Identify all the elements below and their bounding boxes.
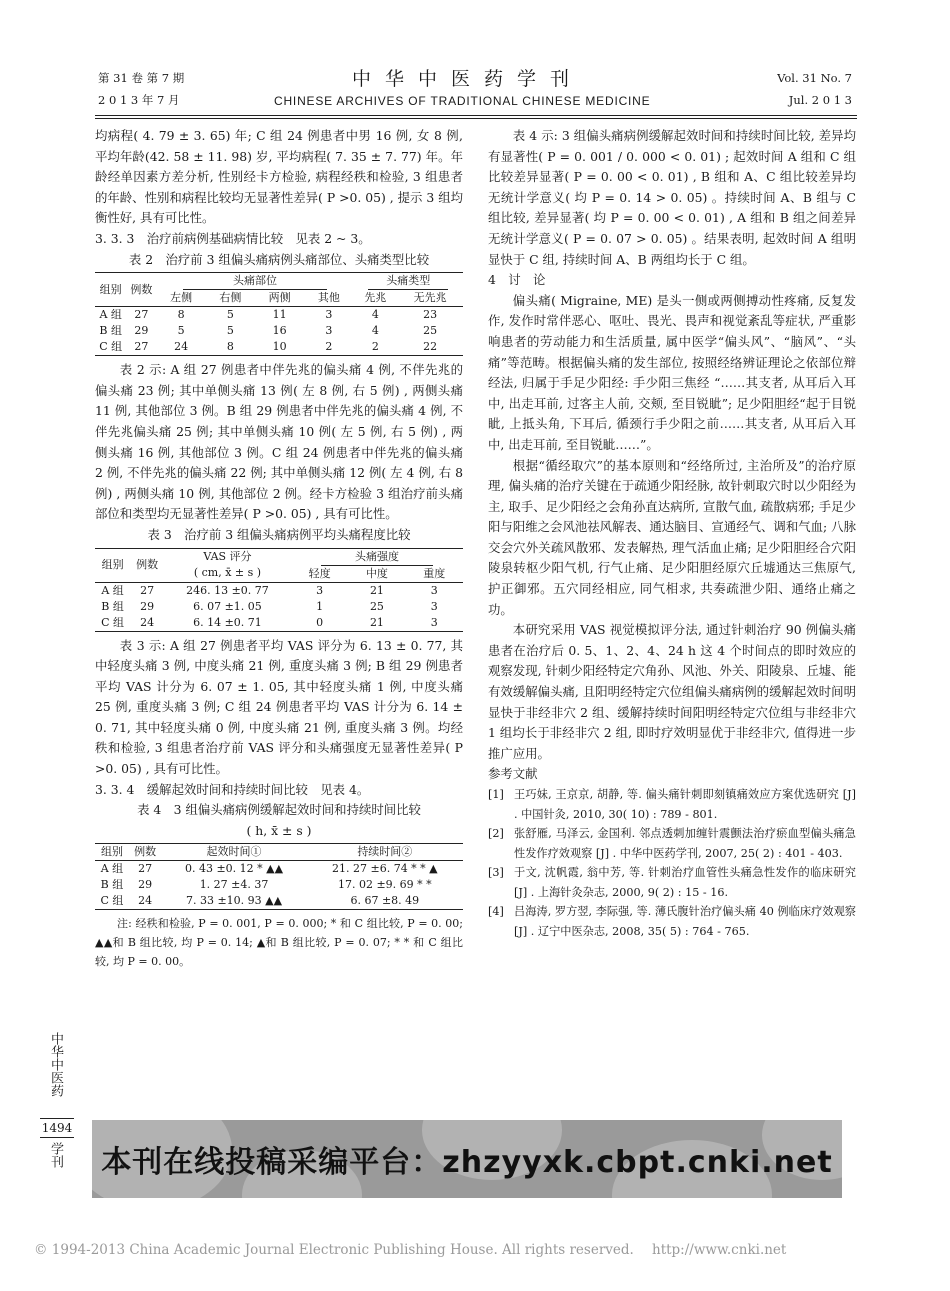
table-header: 头痛强度: [291, 548, 463, 566]
table-header: 例数: [126, 273, 156, 307]
table-row: A 组 27 246. 13 ±0. 77 3 21 3: [101, 583, 438, 597]
table-row: B 组 29 1. 27 ±4. 37 17. 02 ±9. 69 * *: [100, 878, 432, 892]
table-4: [95, 843, 463, 910]
paragraph: 均病程( 4. 79 ± 3. 65) 年; C 组 24 例患者中男 16 例, 女 8 例, 平均年龄(42. 58 ± 11. 98) 岁, 平均病程( 7. 35 ± 7. 77) 年。年龄经单因素方差分析, 性别经卡方检验, 病程经秩和检验, 3 组患者的年龄、性别和病程比较均无显著性差异( P >0. 05) , 提示 3 组均衡性好, 具有可比性。: [95, 128, 463, 226]
table-row: C 组 24 7. 33 ±10. 93 ▲▲ 6. 67 ±8. 49: [95, 893, 463, 910]
table-header: 起效时间①: [161, 844, 306, 861]
side-journal-name: 中华中医药: [48, 1032, 63, 1097]
table-header: 组别: [95, 273, 126, 307]
table-row: C 组 27 24 8 10 2 2 22: [95, 339, 463, 356]
section-heading: 3. 3. 3 治疗前病例基础病情比较 见表 2 ~ 3。: [95, 230, 371, 246]
date-en: Jul. 2 0 1 3: [788, 93, 852, 107]
table-3-caption: 表 3 治疗前 3 组偏头痛病例平均头痛程度比较: [147, 526, 411, 542]
table-header: VAS 评分 ( cm, x̄ ± s ): [164, 548, 291, 582]
table-header: 组别: [95, 844, 129, 861]
copyright-footer: © 1994-2013 China Academic Journal Electronic Publishing House. All rights reserved.: [34, 1242, 634, 1258]
header-rule: [95, 115, 857, 116]
reference-list: [488, 785, 856, 941]
reference-item: [2] 张舒雁, 马泽云, 金国利. 邻点透刺加缠针震颤法治疗瘀血型偏头痛急性发作疗效观察 [J] . 中华中医药学刊, 2007, 25( 2) : 401 - 403.: [488, 827, 856, 860]
table-header: 轻度: [291, 566, 348, 583]
references-title: 参考文献: [488, 766, 538, 782]
volume-issue-cn: 第 31 卷 第 7 期: [98, 71, 185, 85]
table-3: [95, 548, 463, 632]
section-heading: 4 讨 论: [488, 272, 546, 288]
side-journal-name-tail: 学刊: [48, 1142, 63, 1168]
table-header: 头痛类型: [353, 273, 463, 291]
table-header: 两侧: [255, 290, 304, 307]
volume-issue-en: Vol. 31 No. 7: [777, 71, 852, 85]
submission-banner: [92, 1120, 842, 1198]
table-row: A 组 27 0. 43 ±0. 12 * ▲▲ 21. 27 ±6. 74 * * ▲: [100, 862, 438, 876]
table-header: 组别: [95, 548, 130, 582]
journal-title-cn: 中华中医药学刊: [352, 68, 584, 90]
page-number: 1494: [40, 1118, 74, 1138]
table-4-note: 注: 经秩和检验, P = 0. 001, P = 0. 000; * 和 C 组比较, P = 0. 00; ▲▲和 B 组比较, 均 P = 0. 14; ▲和 B 组比较, P = 0. 07; * * 和 C 组比较, 均 P = 0. 00。: [95, 917, 463, 969]
table-row: A 组 27 8 5 11 3 4 23: [99, 308, 438, 322]
table-4-caption: 表 4 3 组偏头痛病例缓解起效时间和持续时间比较: [137, 802, 421, 818]
table-header: 例数: [130, 548, 164, 582]
section-heading: 3. 3. 4 缓解起效时间和持续时间比较 见表 4。: [95, 781, 370, 797]
paragraph: 表 3 示: A 组 27 例患者平均 VAS 评分为 6. 13 ± 0. 77, 其中轻度头痛 3 例, 中度头痛 21 例, 重度头痛 3 例; B 组 29 例患者平均 VAS 计分为 6. 07 ± 1. 05, 其中轻度头痛 1 例, 中度头痛 25 例, 重度头痛 3 例; C 组 24 例患者平均 VAS 计分为 6. 14 ± 0. 71, 其中轻度头痛 0 例, 中度头痛 21 例, 重度头痛 3 例。均经秩和检验, 3 组患者治疗前 VAS 评分和头痛强度无显著性差异( P >0. 05) , 具有可比性。: [95, 637, 463, 777]
table-header: 中度: [348, 566, 405, 583]
paragraph: 根据“循经取穴”的基本原则和“经络所过, 主治所及”的治疗原理, 偏头痛的治疗关键在于疏通少阳经脉, 故针刺取穴时以少阳经为主, 取手、足少阳经之会角孙直达病所, 宣散气血, 疏散病邪; 手足少阳与阳维之会风池祛风解表、通达脑目、宣通经气、调和气血; 八脉交会穴外关疏风散邪、发表解热, 理气活血止痛; 足少阳胆经合穴阳陵泉转枢少阳气机, 行气止痛、足少阳胆经原穴丘墟通达三焦原气, 护正御邪。五穴同经相应, 同气相求, 共奏疏泄少阳、通络止痛之功。: [488, 457, 856, 617]
table-header: 其他: [304, 290, 353, 307]
paragraph: 表 4 示: 3 组偏头痛病例缓解起效时间和持续时间比较, 差异均有显著性( P = 0. 001 / 0. 000 < 0. 01) ; 起效时间 A 组和 C 组比较差异显著( P = 0. 00 < 0. 01) , B 组和 A、C 组比较差异均无统计学意义( 均 P = 0. 14 > 0. 05) 。持续时间 A、B 组与 C 组比较, 差异显著( 均 P = 0. 00 < 0. 01) , A 组和 B 组之间差异无统计学意义( P = 0. 07 > 0. 05) 。结果表明, 起效时间 A 组明显快于 C 组, 持续时间 A、B 两组均长于 C 组。: [488, 128, 856, 267]
paragraph: 表 2 示: A 组 27 例患者中伴先兆的偏头痛 4 例, 不伴先兆的偏头痛 23 例; 其中单侧头痛 13 例( 左 8 例, 右 5 例) , 两侧头痛 11 例, 其他部位 3 例。B 组 29 例患者中伴先兆的偏头痛 4 例, 不伴先兆偏头痛 25 例; 其中单侧头痛 10 例( 左 5 例, 右 5 例) , 两侧头痛 16 例, 其他部位 3 例。C 组 24 例患者中伴先兆的偏头痛 2 例, 不伴先兆的偏头痛 22 例; 其中单侧头痛 12 例( 左 4 例, 右 8 例) , 两侧头痛 10 例, 其他部位 2 例。经卡方检验 3 组治疗前头痛部位和类型均无显著性差异( P >0. 05) , 具有可比性。: [95, 362, 463, 522]
table-header: 例数: [129, 844, 162, 861]
date-cn: 2 0 1 3 年 7 月: [98, 93, 180, 107]
banner-text: 本刊在线投稿采编平台：zhzyyxk.cbpt.cnki.net: [101, 1145, 833, 1180]
reference-item: [1] 王巧妹, 王京京, 胡静, 等. 偏头痛针刺即刻镇痛效应方案优选研究 [J] . 中国针灸, 2010, 30( 10) : 789 - 801.: [488, 788, 856, 821]
table-header: 无先兆: [397, 290, 463, 307]
footer-url[interactable]: http://www.cnki.net: [652, 1242, 787, 1258]
reference-item: [3] 于文, 沈帆霞, 翁中芳, 等. 针刺治疗血管性头痛急性发作的临床研究 [J] . 上海针灸杂志, 2000, 9( 2) : 15 - 16.: [488, 866, 856, 899]
header-rule-2: [95, 118, 857, 119]
table-4-unit: ( h, x̄ ± s ): [246, 822, 312, 838]
table-header: 头痛部位: [156, 273, 353, 291]
table-row: C 组 24 6. 14 ±0. 71 0 21 3: [95, 615, 463, 632]
paragraph: 偏头痛( Migraine, ME) 是头一侧或两侧搏动性疼痛, 反复发作, 发作时常伴恶心、呕吐、畏光、畏声和视觉紊乱等症状, 严重影响患者的劳动能力和生活质量, 属中医学“偏头风”、“脑风”、“头痛”等范畴。根据偏头痛的发生部位, 按照经络辨证理论之依部位辩经法, 归属于手足少阳经: 手少阳三焦经 “……其支者, 从耳后入耳中, 出走耳前, 过客主人前, 交颊, 至目锐眦”; 足少阳胆经“起于目锐眦, 上抵头角, 下耳后, 循颈行手少阳之前……其支者, 从耳后入耳中, 出走耳前, 至目锐眦……”。: [488, 292, 856, 452]
table-header: 先兆: [353, 290, 397, 307]
left-column: [95, 126, 463, 971]
journal-title-en: CHINESE ARCHIVES OF TRADITIONAL CHINESE MEDICINE: [274, 94, 651, 108]
table-2-caption: 表 2 治疗前 3 组偏头痛病例头痛部位、头痛类型比较: [128, 251, 430, 267]
table-row: B 组 29 6. 07 ±1. 05 1 25 3: [101, 599, 438, 613]
right-column: [488, 126, 856, 941]
paragraph: 本研究采用 VAS 视觉模拟评分法, 通过针刺治疗 90 例偏头痛患者在治疗后 0. 5、1、2、4、24 h 这 4 个时间点的即时效应的观察发现, 针刺少阳经特定穴角孙、风池、外关、阳陵泉、丘墟、能有效缓解偏头痛, 且阳明经特定穴位组偏头痛病例的缓解起效时间明显快于非经非穴 2 组、缓解持续时间阳明经特定穴位组与非经非穴 1 组均长于非经非穴 2 组, 即时疗效明显优于非经非穴, 值得进一步推广应用。: [488, 622, 856, 761]
table-header: 右侧: [206, 290, 255, 307]
table-row: B 组 29 5 5 16 3 4 25: [99, 324, 438, 338]
table-header: 持续时间②: [307, 844, 463, 861]
table-header: 重度: [406, 566, 463, 583]
table-header: 左侧: [156, 290, 205, 307]
table-2: [95, 272, 463, 356]
reference-item: [4] 吕海涛, 罗方翌, 李际强, 等. 薄氏腹针治疗偏头痛 40 例临床疗效观察 [J] . 辽宁中医杂志, 2008, 35( 5) : 764 - 765.: [488, 905, 856, 938]
